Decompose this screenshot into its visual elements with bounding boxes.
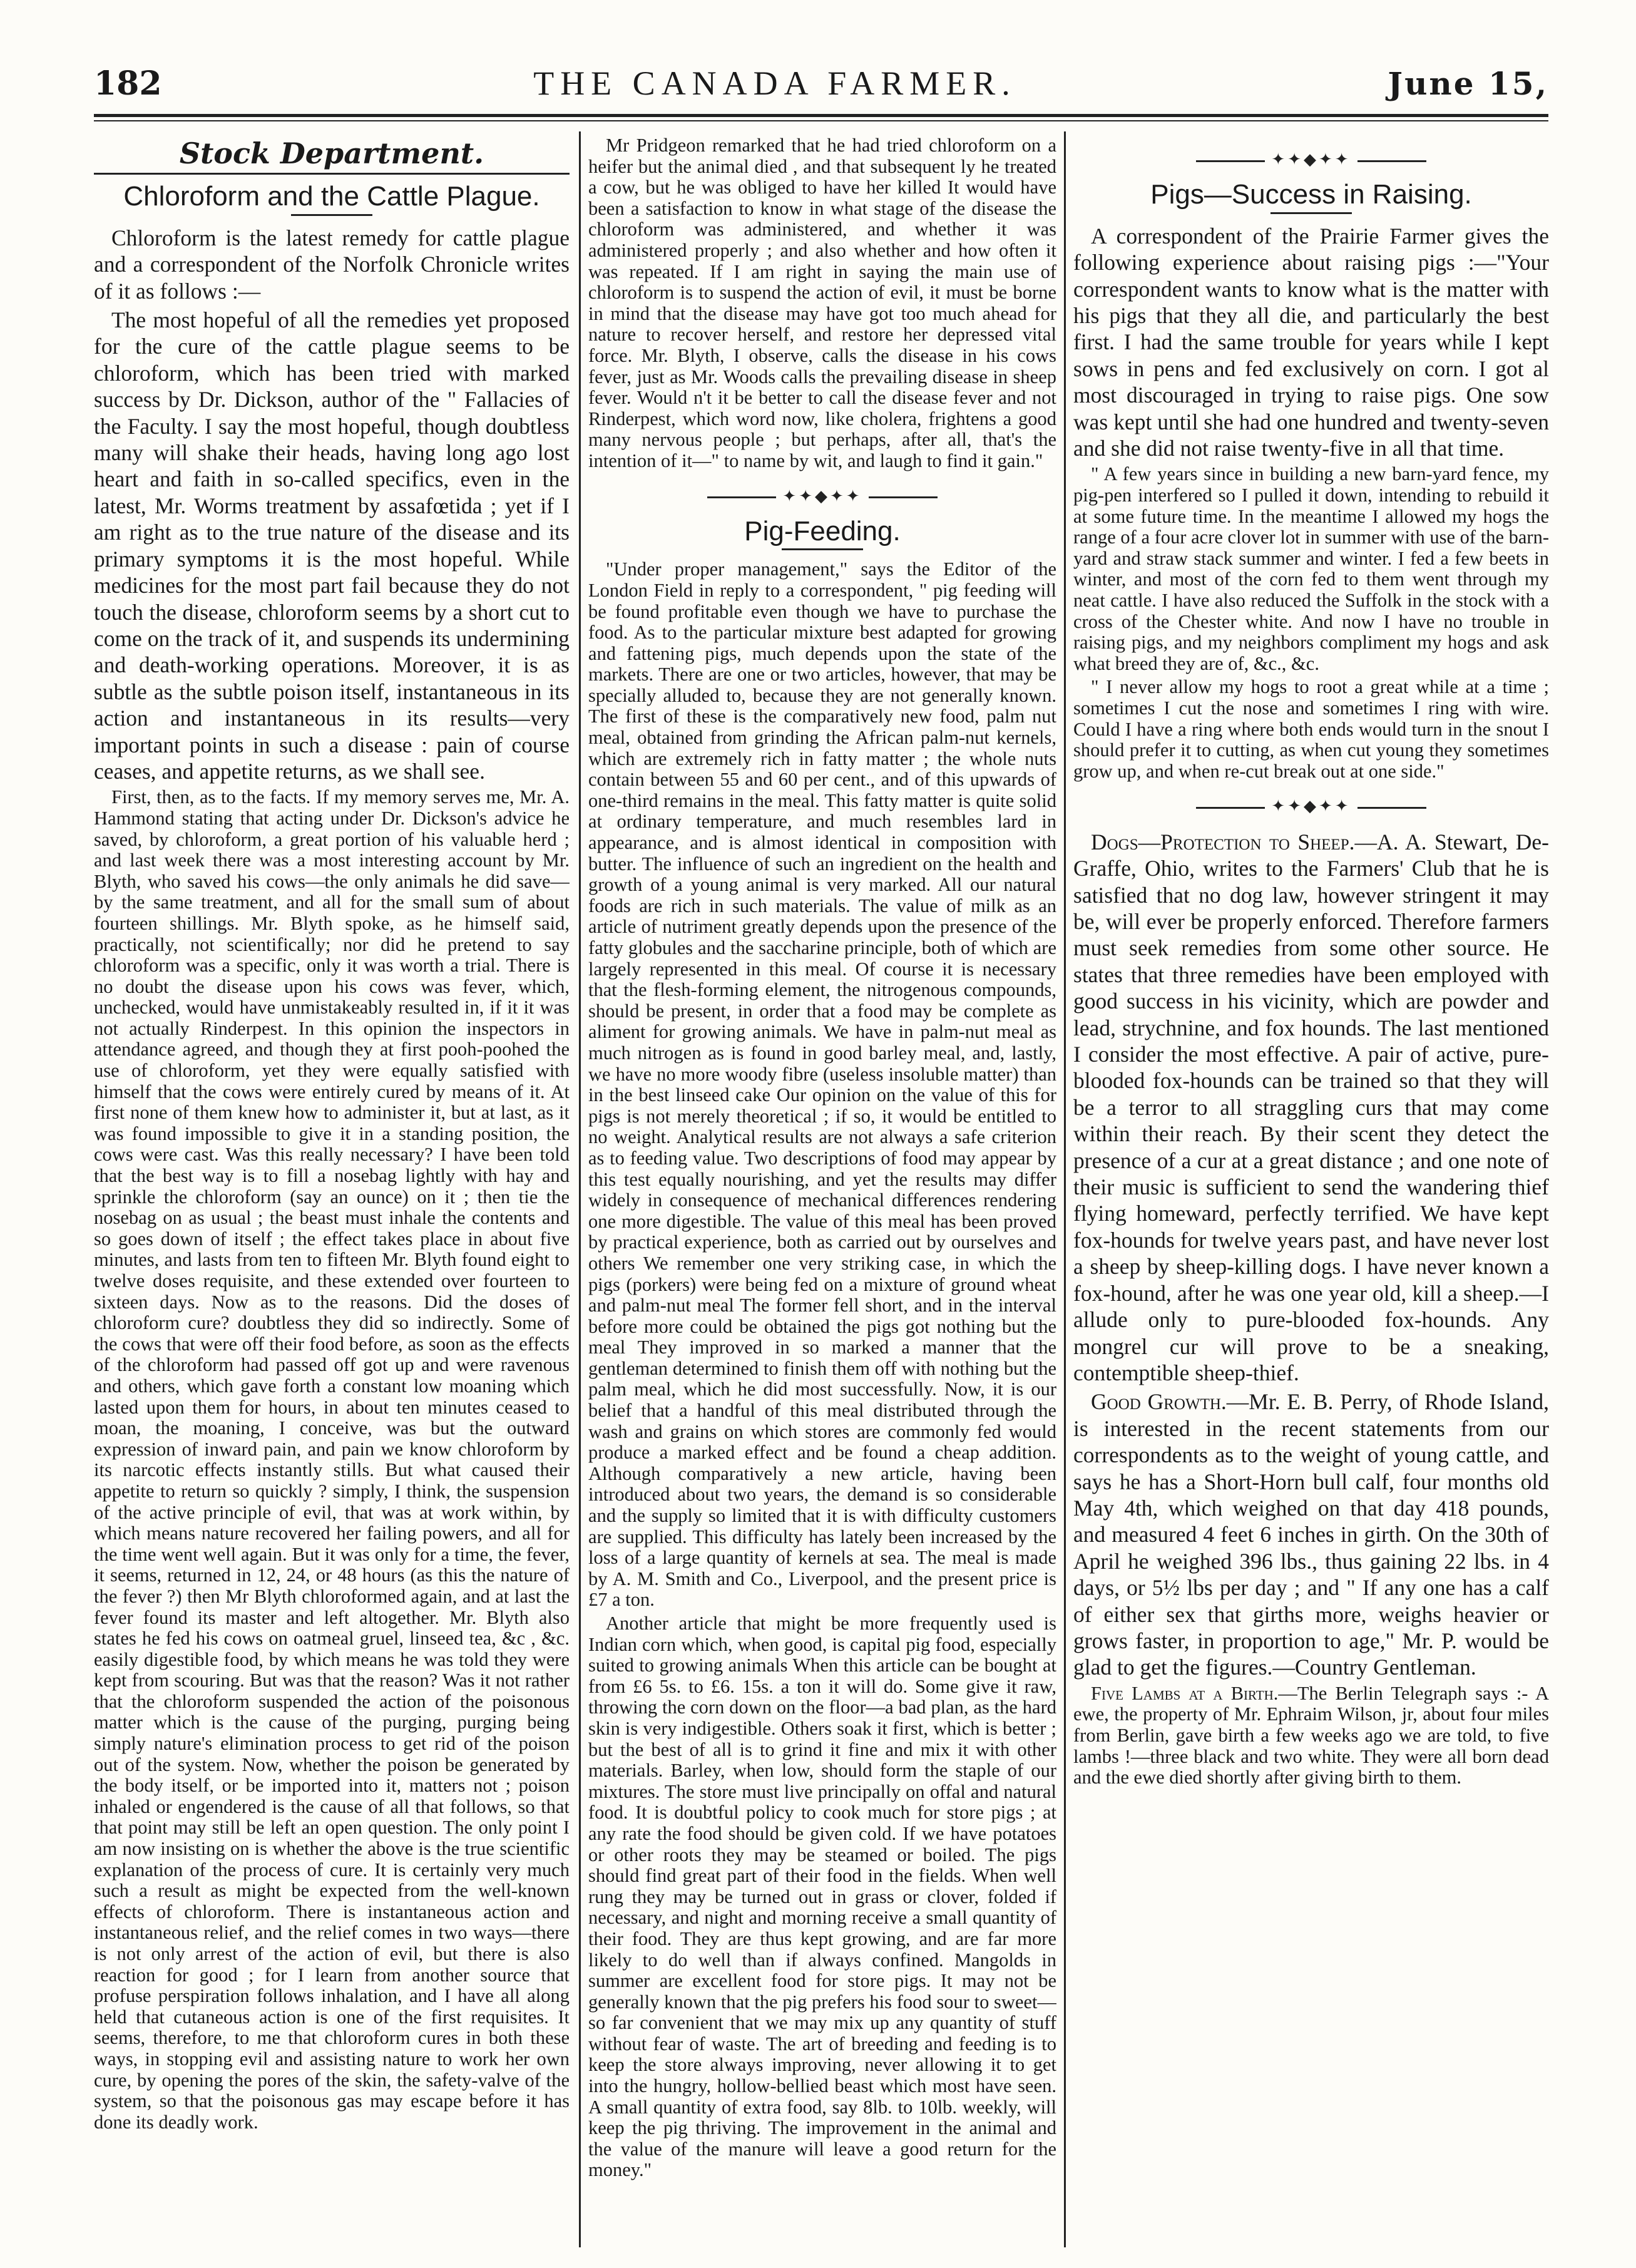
section-title: Stock Department. — [179, 136, 484, 170]
growth-text: —Mr. E. B. Perry, of Rhode Island, is interested in the recent statements from our correspondents as to the weight of young cattle, and says he has a Short-Horn bull calf, four months old May 4th, which weighed on that day 418 pounds, and measured 4 feet 6 inches in girth. On the 30th of April he weighed 396 lbs., thus gaining 22 lbs. in 4 days, or 5½ lbs per day ; and " If any one has a calf of either sex that girths more, weighs heavier or grows faster, in proportion to age," Mr. P. would be glad to get the figures.—Country Gentleman. — [1073, 1389, 1549, 1680]
pig-feeding-paragraph-1: "Under proper management," says the Editor of the London Field in reply to a correspondent, " pig feeding will be found profitable even though we have to purchase the food. As to the particular mixture best adapted for growing and fattening pigs, much depends upon the state of the markets. There are one or two articles, however, that may be specially alluded to, because they are not generally known. The first of these is the comparatively new food, palm nut meal, obtained from grinding the African palm-nut kernels, which are extremely rich in fatty matter ; the whole nuts contain between 55 and 60 per cent., and of this upwards of one-third remains in the meal. This fatty matter is quite solid at ordinary temperature, and much resembles lard in appearance, and is almost identical in composition with butter. The influence of such an ingredient on the health and growth of a young animal is very marked. All our natural foods are rich in such materials. The value of milk as an article of nutriment greatly depends upon the presence of the fatty globules and the saccharine principle, both of which are largely represented in this meal. Of course it is necessary that the flesh-forming element, the nitrogenous compounds, should be present, in order that a food may be complete as aliment for growing animals. We have in palm-nut meal as much nitrogen as is found in good barley meal, and, lastly, we have no more woody fibre (useless insoluble matter) than in the best linseed cake Our opinion on the value of this for pigs is not merely theoretical ; if so, it would be entitled to no weight. Analytical results are not always a safe criterion as to feeding value. Two descriptions of food may appear by this test equally nourishing, and yet the results may differ widely in consequence of mechanical differences rendering one more digestible. The value of this meal has been proved by practical experience, both as carried out by ourselves and others We remember one very striking case, in which the pigs (porkers) were being fed on a mixture of ground wheat and palm-nut meal The former fell short, and in the interval before more could be obtained the pigs got nothing but the meal They improved in so marked a manner that the gentleman determined to finish them off with nothing but the palm meal, which he did most successfully. Now, it is our belief that a handful of this meal distributed through the wash and grains on which stores are commonly fed would produce a marked effect and be found a cheap addition. Although comparatively a new article, having been introduced about two years, the demand is so considerable and the supply so limited that it is with difficulty customers are supplied. This difficulty has lately been increased by the loss of a large quantity of kernels at sea. The meal is made by A. M. Smith and Co., Liverpool, and the present price is £7 a ton. — [588, 558, 1056, 1611]
ornament-glyphs: ✦✦◆✦✦ — [1271, 150, 1351, 168]
pig-feeding-paragraph-2: Another article that might be more frequently used is Indian corn which, when good, is capital pig food, especially suited to growing animals When this article can be bought at from £6 5s. to £6. 15s. a ton it will do. Some give it raw, throwing the corn down on the floor—a bad plan, as the hard skin is very indigestible. Others soak it first, which is better ; but the best of all is to grind it fine and mix it with other materials. Barley, when low, should form the staple of our mixtures. The store must live principally on offal and natural food. It is doubtful policy to cook much for store pigs ; at any rate the food should be given cold. If we have potatoes or other roots they may be steamed or boiled. The pigs should find great part of their food in the fields. When well rung they may be turned out in grass or clover, folded if necessary, and night and morning receive a small quantity of their food. They are thus kept growing, and are far more likely to do well than if always confined. Mangolds in summer are excellent food for store pigs. It may not be generally known that the pig prefers his food sour to sweet—so far convenient that we may mix up any quantity of stuff without fear of waste. The art of breeding and feeding is to keep the store always improving, never allowing it to get into the hungry, hollow-bellied beast which most have seen. A small quantity of extra food, say 8lb. to 10lb. weekly, will keep the pig thriving. The improvement in the animal and the value of the manure will leave a good return for the money." — [588, 1613, 1056, 2181]
chloroform-paragraph-2: The most hopeful of all the remedies yet proposed for the cure of the cattle plague seems to be chloroform, which has been tried with marked success by Dr. Dickson, author of the " Fallacies of the Faculty. I say the most hopeful, though doubtless many will shake their heads, having long ago lost heart and faith in so-called specifics, even in the latest, Mr. Worms treatment by assafœtida ; yet if I am right as to the true nature of the disease and its primary symptoms it is the most hopeful. While medicines for the most part fail because they do not touch the disease, chloroform seems by a short cut to come on the track of it, and suspends its undermining and death-working operations. Moreover, it is as subtle as the subtle poison itself, instantaneous in its action and instantaneous in its results—very important points in such a disease : pain of course ceases, and appetite returns, as we shall see. — [94, 307, 570, 784]
page-header — [94, 61, 1548, 105]
article-title-pigs-success: Pigs—Success in Raising. — [1150, 179, 1472, 210]
column-divider-2 — [1064, 131, 1066, 2247]
column-3 — [1073, 135, 1549, 2251]
column-1 — [94, 135, 570, 2251]
ornament-divider — [1073, 793, 1549, 819]
ornament-glyphs: ✦✦◆✦✦ — [782, 486, 862, 505]
ornament-divider — [588, 483, 1056, 510]
issue-date: June 15, — [1388, 64, 1548, 102]
growth-paragraph — [1073, 1388, 1549, 1680]
title-rule — [782, 548, 863, 550]
title-rule — [1270, 212, 1352, 214]
article-title-pig-feeding: Pig-Feeding. — [744, 515, 901, 546]
column-divider-1 — [579, 131, 581, 2247]
dogs-text: —A. A. Stewart, De-Graffe, Ohio, writes to the Farmers' Club that he is satisfied that no dog law, however stringent it may be, will ever be properly enforced. Therefore farmers must seek remedies from some other source. He states that three remedies have been employed with good success in his vicinity, which are powder and lead, strychnine, and fox hounds. The last mentioned I consider the most effective. A pair of active, pure-blooded fox-hounds can be trained so that they will be a terror to all straggling curs that may come within their reach. By their scent they detect the presence of a cur at a great distance ; and one note of their music is sufficient to send the wandering thief flying homeward, perfectly terrified. We have kept fox-hounds for twelve years past, and have never lost a sheep by sheep-killing dogs. I have never known a fox-hound, after he was one year old, kill a sheep.—I allude only to pure-blooded fox-hounds. Any mongrel cur will prove to be a sneaking, contemptible sheep-thief. — [1073, 829, 1549, 1385]
ornament-divider — [1073, 146, 1549, 173]
growth-lead: Good Growth. — [1091, 1389, 1227, 1415]
pigs-paragraph-1: A correspondent of the Prairie Farmer gives the following experience about raising pigs :—"Your correspondent wants to know what is the matter with his pigs that they all die, and particularly the best first. I had the same trouble for years while I kept sows in pens and fed exclusively on corn. I got al most discouraged in trying to raise pigs. One sow was kept until she had one hundred and twenty-seven and she did not raise twenty-five in all that time. — [1073, 223, 1549, 461]
article-title-chloroform: Chloroform and the Cattle Plague. — [123, 181, 540, 212]
pigs-paragraph-3: " I never allow my hogs to root a great while at a time ; sometimes I cut the nose and sometimes I ring with wire. Could I have a ring where both ends would turn in the snout I should prefer it to cutting, as when cut young they sometimes grow up, and when re-cut break out at one side." — [1073, 676, 1549, 782]
column-2 — [588, 135, 1056, 2251]
pigs-paragraph-2: " A few years since in building a new barn-yard fence, my pig-pen interfered so I pulled it down, intending to rebuild it at some future time. In the meantime I allowed my hogs the range of a four acre clover lot in summer with use of the barn-yard and straw stack summer and winter. I fed a few beets in winter, and most of the corn fed to them went through my neat cattle. I have also reduced the Suffolk in the stock with a cross of the Chester white. And now I have no trouble in raising pigs, and my neighbors compliment my hogs and ask what breed they are of, &c., &c. — [1073, 463, 1549, 674]
dogs-lead: Dogs—Protection to Sheep. — [1091, 829, 1355, 854]
chloroform-paragraph-4: Mr Pridgeon remarked that he had tried chloroform on a heifer but the animal died , and that subsequent ly he treated a cow, but he was obliged to have her killed It would have been a satisfaction to know in what stage of the disease the chloroform was administered, and whether it was administered properly ; and also whether and how often it was repeated. If I am right in saying the main use of chloroform is to suspend the action of evil, it must be borne in mind that the disease may have got too much ahead for nature to recover herself, and restore her depressed vital force. Mr. Blyth, I observe, calls the disease in his cows fever, just as Mr. Woods calls the prevailing disease in sheep fever. Would n't it be better to call the disease fever and not Rinderpest, which word now, like cholera, frightens a good many nervous people ; but perhaps, after all, that's the intention of it—" to name by wit, and laugh to find it gain." — [588, 135, 1056, 471]
lambs-lead: Five Lambs at a Birth. — [1091, 1682, 1279, 1704]
header-rule-bottom — [94, 120, 1548, 121]
chloroform-paragraph-1: Chloroform is the latest remedy for cattle plague and a correspondent of the Norfolk Chronicle writes of it as follows :— — [94, 225, 570, 304]
page-number: 182 — [94, 64, 162, 103]
ornament-glyphs: ✦✦◆✦✦ — [1271, 797, 1351, 816]
header-rule-top — [94, 114, 1548, 117]
section-rule — [94, 173, 570, 175]
lambs-paragraph — [1073, 1683, 1549, 1788]
lambs-text: —The Berlin Telegraph says :- A ewe, the property of Mr. Ephraim Wilson, jr, about four miles from Berlin, gave birth a few weeks ago we are told, to five lambs !—three black and two white. They were all born dead and the ewe died shortly after giving birth to them. — [1073, 1682, 1549, 1788]
dogs-paragraph — [1073, 829, 1549, 1387]
masthead: THE CANADA FARMER. — [533, 64, 1016, 102]
chloroform-paragraph-3: First, then, as to the facts. If my memory serves me, Mr. A. Hammond stating that acting under Dr. Dickson's advice he saved, by chloroform, a great portion of his valuable herd ; and last week there was a most interesting account by Mr. Blyth, who saved his cows—the only animals he did save—by the same treatment, and all for the small sum of about fourteen shillings. Mr. Blyth spoke, as he himself said, practically, not scientifically; nor did he pretend to say chloroform was a specific, only it was worth a trial. There is no doubt the disease upon his cows was fever, which, unchecked, would have unmistakeably resulted in, if it it was not actually Rinderpest. In this opinion the inspectors in attendance agreed, and though they at first pooh-poohed the use of chloroform, yet they were equally satisfied with himself that the cows were entirely cured by means of it. At first none of them knew how to administer it, but at last, as it was found impossible to give it in a standing position, the cows were cast. Was this really necessary? I have been told that the best way is to fill a nosebag lightly with hay and sprinkle the chloroform (say an ounce) on it ; then tie the nosebag on as usual ; the beast must inhale the contents and so goes down of itself ; the effect takes place in about five minutes, and lasts from ten to fifteen Mr. Blyth found eight to twelve doses requisite, and these extended over fourteen to sixteen days. Now as to the reasons. Did the doses of chloroform cure? doubtless they did so indirectly. Some of the cows that were off their food before, as soon as the effects of the chloroform had passed off got up and were ravenous and others, which gave forth a constant low moaning which lasted upon them for hours, in about ten minutes ceased to moan, the moaning, I conceive, was but the outward expression of inward pain, and pain we know chloroform by its narcotic effects instantly stills. But what caused their appetite to return so quickly ? simply, I think, the suspension of the active principle of evil, that was at work within, by which means nature recovered her failing powers, and all for the time went well again. But it was only for a time, the fever, it seems, returned in 12, 24, or 48 hours (as this the nature of the fever ?) then Mr Blyth chloroformed again, and at last the fever found its master and left altogether. Mr. Blyth also states he fed his cows on oatmeal gruel, linseed tea, &c , &c. easily digestible food, by which means he was told they were kept from scouring. But was that the reason? Was it not rather that the chloroform suspended the action of the poisonous matter which is the cause of the purging, purging being simply nature's elimination process to get rid of the poison out of the system. Now, whether the poison be generated by the body itself, or be imported into it, matters not ; poison inhaled or engendered is the cause of all that follows, so that that point may still be left an open question. The only point I am now insisting on is whether the above is the true scientific explanation of the process of cure. It is certainly very much such a result as might be expected from the well-known effects of chloroform. There is instantaneous action and instantaneous relief, and the relief comes in two ways—there is not only arrest of the action of evil, but there is also reaction for good ; for I learn from another source that profuse perspiration follows inhalation, and I have all along held that cutaneous action is one of the first requisites. It seems, therefore, to me that chloroform cures in both these ways, in stopping evil and assisting nature to work her own cure, by opening the pores of the skin, the safety-valve of the system, so that the poisonous gas may escape before it has done its deadly work. — [94, 786, 570, 2133]
title-rule — [291, 214, 372, 216]
